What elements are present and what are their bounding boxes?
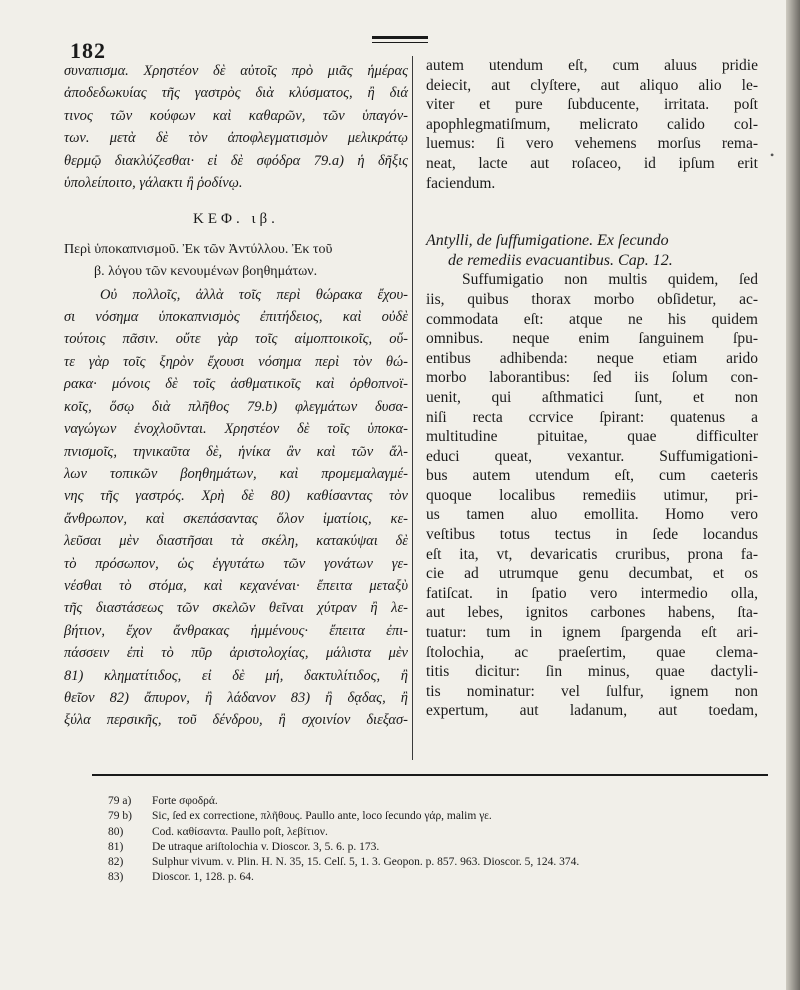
latin-line: viter et pure ſubducente, irritata. poſt xyxy=(426,96,758,114)
latin-line: neat, lacte aut roſaceo, id ipſum erit xyxy=(426,154,758,172)
footnote-text: Sulphur vivum. v. Plin. H. N. 35, 15. Celſ. 5, 1. 3. Geopon. p. 857. 963. Dioscor. 5, 124. 374. xyxy=(152,856,580,869)
latin-line: uenit, qui aſthmatici ſunt, et non xyxy=(426,388,758,406)
footnote-text: De utraque ariſtolochia v. Dioscor. 3, 5. 6. p. 173. xyxy=(152,840,380,853)
footnote-rule xyxy=(92,774,768,776)
latin-line: quoque localibus remediis utimur, pri- xyxy=(426,486,758,504)
footnote-mark: 80) xyxy=(108,825,124,838)
greek-chapter-title: Περὶ ὑποκαπνισμοῦ. Ἐκ τῶν Ἀντύλλου. Ἐκ τοῦ xyxy=(64,241,333,257)
greek-line: πάσσειν ἐπὶ τὸ πῦρ ἀριστολοχίας, μάλιστα μὲν xyxy=(64,645,408,662)
footnote-mark: 82) xyxy=(108,856,124,869)
greek-chapter-title: β. λόγου τῶν κενουμένων βοηθημάτων. xyxy=(94,264,318,280)
greek-line: ναγώγων ἐνοχλοῦνται. Χρηστέον δὲ τοῖς ὑποκα- xyxy=(64,421,408,438)
greek-line: νέσθαι τὸ στόμα, καὶ κεχανέναι· ἔπειτα μεταξὺ xyxy=(64,577,408,594)
greek-chapter-label: ΚΕΦ. ιβ. xyxy=(193,211,279,228)
latin-line: commodata eſt: atque ne his quidem xyxy=(426,310,758,328)
latin-line: ſtolochia, ac praeſertim, quae clema- xyxy=(426,643,758,661)
latin-line: educi queat, vexantur. Suffumigationi- xyxy=(426,447,758,465)
footnote xyxy=(108,840,768,855)
latin-chapter-heading: de remediis evacuantibus. Cap. 12. xyxy=(448,251,673,269)
greek-line: λων τοπικῶν βοηθημάτων, καὶ προμεμαλαγμέ- xyxy=(64,465,408,482)
latin-line: fatiſcat. in ſpatio vero intermedio olla, xyxy=(426,584,758,602)
greek-column xyxy=(64,60,408,732)
latin-line: morbo laborantibus: ſed iis ſolum con- xyxy=(426,369,758,387)
greek-line: τε γὰρ τοῖς ξηρὸν ἔχουσι νόσημα περὶ τὸν θώ- xyxy=(64,353,408,370)
latin-line: expertum, aut ladanum, aut toedam, xyxy=(426,702,758,720)
greek-line: ρακα· μόνοις δὲ τοῖς ἀσθματικοῖς καὶ ὀρθοπνοϊ- xyxy=(64,376,408,393)
greek-line: λεῦσαι μὲν διαστῆσαι τὰ σκέλη, κατακύψαι δὲ xyxy=(64,533,408,550)
greek-line: θερμῷ διακλύζεσθαι· εἰ δὲ σφόδρα 79.a) ἡ δῆξις xyxy=(64,152,408,169)
footnote-text: Forte σφοδρά. xyxy=(152,795,218,807)
greek-line: τούτοις πᾶσιν. οὔτε γὰρ τοῖς αἱμοπτοικοῖς, οὔ- xyxy=(64,331,408,348)
latin-line: multitudine pituitae, quae difficulter xyxy=(426,428,758,446)
footnote xyxy=(108,794,768,809)
latin-line: faciendum. xyxy=(426,174,496,192)
greek-line: Οὐ πολλοῖς, ἀλλὰ τοῖς περὶ θώρακα ἔχου- xyxy=(100,286,408,303)
latin-line: us tamen aluo emollita. Homo vero xyxy=(426,506,758,524)
footnotes xyxy=(108,794,768,886)
latin-line: luemus: ſi vero vehemens morſus rema- xyxy=(426,135,758,153)
latin-line: tuatur: tum in ignem ſpargenda eſt ari- xyxy=(426,624,758,642)
footnote-text: Cod. καθίσαντα. Paullo poſt, λεβίτιον. xyxy=(152,825,328,838)
greek-line: κοῖς, ὅσῳ διὰ πλῆθος 79.b) φλεγμάτων δυσα- xyxy=(64,398,408,415)
footnote xyxy=(108,870,768,885)
latin-line: entibus adhibenda: neque etiam arido xyxy=(426,349,758,367)
footnote-text: Dioscor. 1, 128. p. 64. xyxy=(152,871,254,884)
footnote-mark: 81) xyxy=(108,840,124,853)
margin-mark: • xyxy=(770,148,775,162)
section-gap xyxy=(426,193,758,231)
header-ornament-rule xyxy=(372,36,428,39)
greek-line: ὑπολείποιτο, γάλακτι ἢ ῥοδίνῳ. xyxy=(64,175,243,192)
latin-line: apophlegmatiſmum, melicrato calido col- xyxy=(426,115,758,133)
greek-line: βήτιον, ἔχον ἄνθρακας ἡμμένους· ἔπειτα ἐπι- xyxy=(64,622,408,639)
latin-line: niſi recta ccrvice ſpirant: quatenus a xyxy=(426,408,758,426)
latin-line: deiecit, aut clyſtere, aut aliquo alio le- xyxy=(426,76,758,94)
greek-line: σι νόσημα ὑποκαπνισμὸς ἐπιτήδειος, καὶ οὐδὲ xyxy=(64,309,408,326)
page-edge-shadow xyxy=(786,0,800,990)
latin-line: titis dicitur: ſin minus, quae dactyli- xyxy=(426,663,758,681)
greek-line: ἄνθρωπον, καὶ σκεπάσαντας ὅλον ἱματίοις, κε- xyxy=(64,510,408,527)
latin-line: tis nominatur: vel ſulfur, ignem non xyxy=(426,682,758,700)
latin-line: eſt ita, vt, devaricatis cruribus, prona fa- xyxy=(426,545,758,563)
latin-chapter-heading: Antylli, de ſuffumigatione. Ex ſecundo xyxy=(426,232,669,250)
latin-line: aut lebes, ignitos carbones habens, ſta- xyxy=(426,604,758,622)
greek-line: τῆς διαστάσεως τῶν σκελῶν θεῖναι χύτραν ἢ λε- xyxy=(64,600,408,617)
greek-line: θεῖον 82) ἄπυρον, ἢ λάδανον 83) ἢ δᾳδας, ἢ xyxy=(64,689,408,706)
latin-line: omnibus. neque enim ſanguinem ſpu- xyxy=(426,330,758,348)
latin-line: Suffumigatio non multis quidem, ſed xyxy=(462,271,758,289)
page-number: 182 xyxy=(70,38,106,63)
latin-column xyxy=(426,56,758,721)
latin-line: autem utendum eſt, cum aluus pridie xyxy=(426,57,758,74)
footnote-mark: 79 a) xyxy=(108,795,132,807)
latin-line: bus autem utendum eſt, cum caeteris xyxy=(426,467,758,485)
column-divider xyxy=(412,56,413,760)
greek-line: ξύλα περσικῆς, τοῦ δένδρου, ἢ σχοινίον διεξασ- xyxy=(64,712,408,729)
greek-line: 81) κληματίτιδος, εἰ δὲ μή, δακτυλίτιδος, ἢ xyxy=(64,667,408,684)
footnote xyxy=(108,809,768,824)
latin-line: cie ad utrumque genu decumbat, et os xyxy=(426,565,758,583)
greek-line: νης τῆς γαστρός. Χρὴ δὲ 80) καθίσαντας τὸν xyxy=(64,488,408,505)
footnote-mark: 83) xyxy=(108,871,124,884)
footnote-text: Sic, ſed ex correctione, πλῆθους. Paullo ante, loco ſecundo γάρ, malim γε. xyxy=(152,810,492,823)
header-ornament-rule-thin xyxy=(372,42,428,43)
greek-line: πνισμοῖς, τηνικαῦτα δὲ, ἡνίκα ἂν καὶ τῶν ἄλ- xyxy=(64,443,408,460)
footnote xyxy=(108,825,768,840)
greek-line: ἀποδεδωκυίας τῆς γαστρὸς διὰ κλύσματος, ἢ διά xyxy=(64,85,408,102)
greek-line: των. μετὰ δὲ τὸν ἀποφλεγματισμὸν μελικράτῳ xyxy=(64,130,408,147)
greek-line: τινος τῶν κούφων καὶ καθαρῶν, τῶν ὑπαγόν- xyxy=(64,107,408,124)
footnote xyxy=(108,855,768,870)
latin-line: veſtibus totus tectus in ſede locandus xyxy=(426,526,758,544)
greek-line: τὸ πρόσωπον, ὡς ἐγγυτάτω τῶν γονάτων γε- xyxy=(64,555,408,572)
latin-line: iis, quibus thorax morbo obſidetur, ac- xyxy=(426,290,758,308)
greek-line: συναπισμα. Χρηστέον δὲ αὐτοῖς πρὸ μιᾶς ἡμέρας xyxy=(64,63,408,79)
footnote-mark: 79 b) xyxy=(108,810,132,823)
